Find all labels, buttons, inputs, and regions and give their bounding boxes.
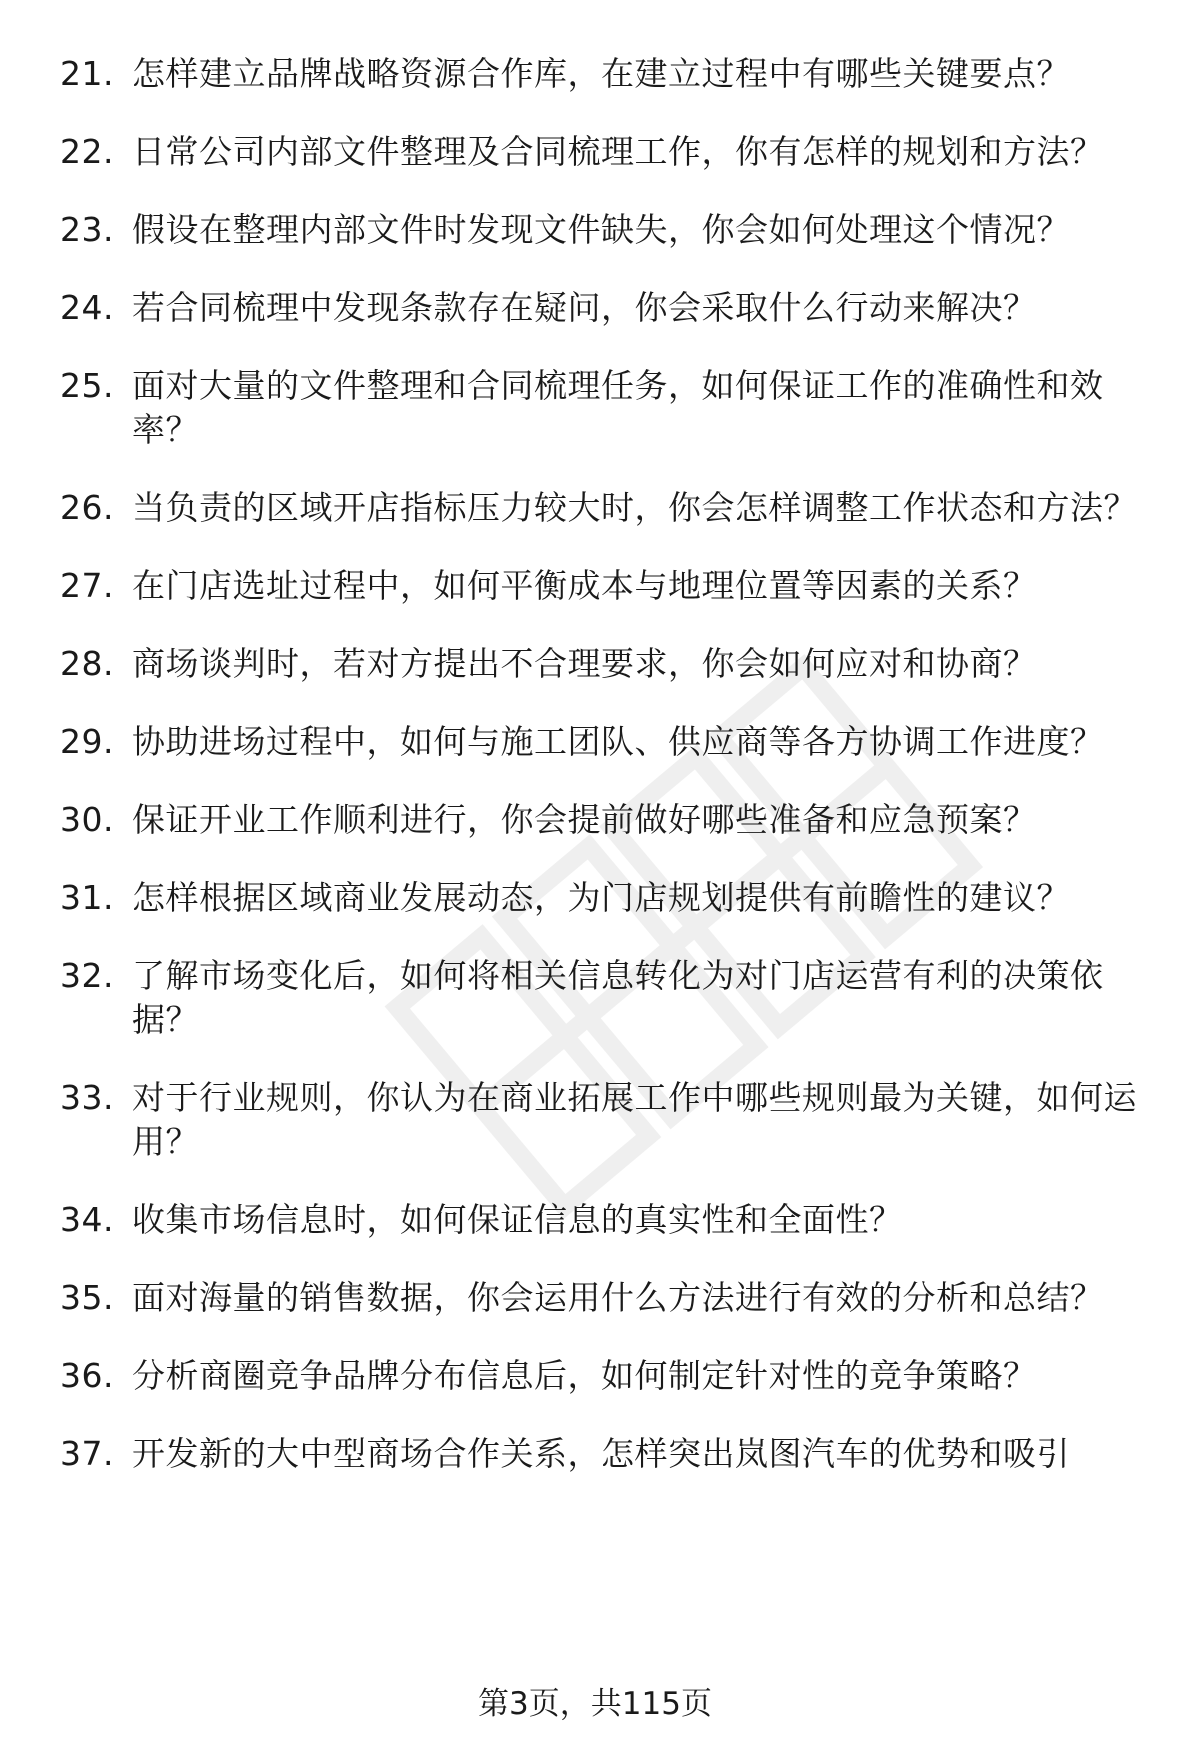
question-text: 在门店选址过程中，如何平衡成本与地理位置等因素的关系？ bbox=[132, 566, 1037, 605]
question-item bbox=[60, 954, 1150, 1042]
question-number: 33. bbox=[60, 1078, 114, 1117]
question-item bbox=[60, 130, 1150, 174]
question-item bbox=[60, 1354, 1150, 1398]
question-number: 36. bbox=[60, 1356, 114, 1395]
question-item bbox=[60, 364, 1150, 452]
question-item bbox=[60, 486, 1150, 530]
question-number: 23. bbox=[60, 210, 114, 249]
question-text: 当负责的区域开店指标压力较大时，你会怎样调整工作状态和方法？ bbox=[132, 488, 1137, 527]
question-number: 35. bbox=[60, 1278, 114, 1317]
question-item bbox=[60, 208, 1150, 252]
question-number: 34. bbox=[60, 1200, 114, 1239]
question-text: 面对大量的文件整理和合同梳理任务，如何保证工作的准确性和效率？ bbox=[132, 366, 1104, 449]
question-item bbox=[60, 876, 1150, 920]
question-text: 怎样根据区域商业发展动态，为门店规划提供有前瞻性的建议？ bbox=[132, 878, 1070, 917]
question-text: 分析商圈竞争品牌分布信息后，如何制定针对性的竞争策略？ bbox=[132, 1356, 1037, 1395]
question-number: 32. bbox=[60, 956, 114, 995]
question-number: 28. bbox=[60, 644, 114, 683]
question-item bbox=[60, 1198, 1150, 1242]
question-item bbox=[60, 720, 1150, 764]
question-number: 30. bbox=[60, 800, 114, 839]
question-item bbox=[60, 564, 1150, 608]
question-text: 协助进场过程中，如何与施工团队、供应商等各方协调工作进度？ bbox=[132, 722, 1104, 761]
question-item bbox=[60, 642, 1150, 686]
question-text: 商场谈判时，若对方提出不合理要求，你会如何应对和协商？ bbox=[132, 644, 1037, 683]
question-text: 开发新的大中型商场合作关系，怎样突出岚图汽车的优势和吸引 bbox=[132, 1434, 1070, 1473]
question-item bbox=[60, 1276, 1150, 1320]
question-text: 假设在整理内部文件时发现文件缺失，你会如何处理这个情况？ bbox=[132, 210, 1070, 249]
question-number: 26. bbox=[60, 488, 114, 527]
question-list bbox=[60, 52, 1150, 1510]
page-number-label: 第3页，共115页 bbox=[478, 1686, 712, 1722]
question-number: 37. bbox=[60, 1434, 114, 1473]
question-item bbox=[60, 798, 1150, 842]
question-number: 25. bbox=[60, 366, 114, 405]
question-text: 了解市场变化后，如何将相关信息转化为对门店运营有利的决策依据？ bbox=[132, 956, 1104, 1039]
question-number: 21. bbox=[60, 54, 114, 93]
question-number: 27. bbox=[60, 566, 114, 605]
question-item bbox=[60, 1432, 1150, 1476]
question-number: 29. bbox=[60, 722, 114, 761]
question-number: 31. bbox=[60, 878, 114, 917]
question-text: 对于行业规则，你认为在商业拓展工作中哪些规则最为关键，如何运用？ bbox=[132, 1078, 1137, 1161]
question-text: 保证开业工作顺利进行，你会提前做好哪些准备和应急预案？ bbox=[132, 800, 1037, 839]
question-text: 面对海量的销售数据，你会运用什么方法进行有效的分析和总结？ bbox=[132, 1278, 1104, 1317]
question-text: 若合同梳理中发现条款存在疑问，你会采取什么行动来解决？ bbox=[132, 288, 1037, 327]
question-number: 22. bbox=[60, 132, 114, 171]
question-item bbox=[60, 286, 1150, 330]
question-item bbox=[60, 1076, 1150, 1164]
question-text: 收集市场信息时，如何保证信息的真实性和全面性？ bbox=[132, 1200, 903, 1239]
question-text: 怎样建立品牌战略资源合作库，在建立过程中有哪些关键要点？ bbox=[132, 54, 1070, 93]
page-footer bbox=[0, 1684, 1190, 1724]
question-text: 日常公司内部文件整理及合同梳理工作，你有怎样的规划和方法？ bbox=[132, 132, 1104, 171]
question-number: 24. bbox=[60, 288, 114, 327]
question-item bbox=[60, 52, 1150, 96]
